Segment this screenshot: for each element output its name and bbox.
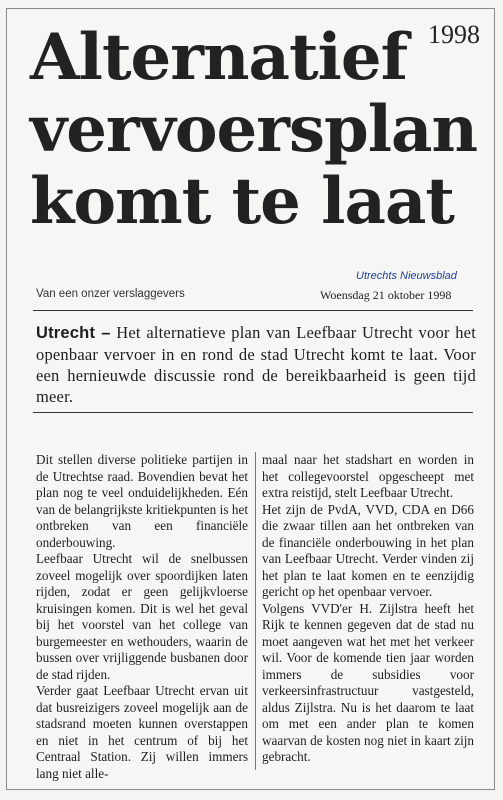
byline: Van een onzer verslaggevers xyxy=(36,288,185,300)
year-label: 1998 xyxy=(428,20,480,49)
headline-line-1: Alternatief xyxy=(30,20,408,95)
lead-text: Het alternatieve plan van Leefbaar Utrecht voor het openbaar vervoer in en rond de stad Utrecht komt te laat. Voor een hernieuwde discussie rond de bereikbaarheid is geen tijd meer. xyxy=(36,323,476,406)
publication-date: Woensdag 21 oktober 1998 xyxy=(320,288,452,302)
headline-line-3: komt te laat xyxy=(30,164,454,239)
paragraph: Dit stellen diverse politieke partijen in de Utrechtse raad. Bovendien bevat het plan nog te veel onduidelijkheden. Eén van de belangrijkste kritiekpunten is het ontbreken van een financiële onderbouwing. xyxy=(36,452,248,550)
paragraph: Het zijn de PvdA, VVD, CDA en D66 die zwaar tillen aan het ontbreken van de financiële onderbouwing in het plan van Leefbaar Utrecht. Verder vinden zij het plan te laat komen en te eenzijdig gericht op het openbaar vervoer. xyxy=(262,501,474,599)
headline-line-2: vervoersplan xyxy=(30,92,478,167)
source-label: Utrechts Nieuwsblad xyxy=(356,270,457,282)
paragraph: Verder gaat Leefbaar Utrecht ervan uit dat busreizigers zoveel mogelijk aan de stadsrand moeten kunnen overstappen en niet in het centrum of bij het Centraal Station. Zij willen immers lang niet alle- xyxy=(36,683,248,781)
paragraph: maal naar het stadshart en worden in het collegevoorstel opgescheept met extra reistijd, stelt Leefbaar Utrecht. xyxy=(262,452,474,500)
lead-paragraph xyxy=(36,322,476,407)
paragraph: Volgens VVD'er H. Zijlstra heeft het Rijk te kennen gegeven dat de stad nu moet aangeven wat het met het verkeer wil. Voor de komende tien jaar worden immers de subsidies voor verkeersinfrastructuur vastgesteld, aldus Zijlstra. Nu is het daarom te laat om met een ander plan te komen waarvan de kosten nog niet in kaart zijn gebracht. xyxy=(262,600,474,764)
article-column-right xyxy=(262,452,474,766)
dateline-place: Utrecht – xyxy=(36,324,111,342)
headline xyxy=(30,20,478,239)
divider-top xyxy=(33,310,473,311)
article-column-left xyxy=(36,452,248,782)
column-divider xyxy=(255,452,256,770)
paragraph: Leefbaar Utrecht wil de snelbussen zoveel mogelijk over spoordijken laten rijden, zodat er geen gelijkvloerse kruisingen komen. Dit is wel het geval bij het voorstel van het college van burgemeester en wethouders, waarin de bussen over vrijliggende busbanen door de stad rijden. xyxy=(36,551,248,682)
divider-lead xyxy=(33,412,473,413)
